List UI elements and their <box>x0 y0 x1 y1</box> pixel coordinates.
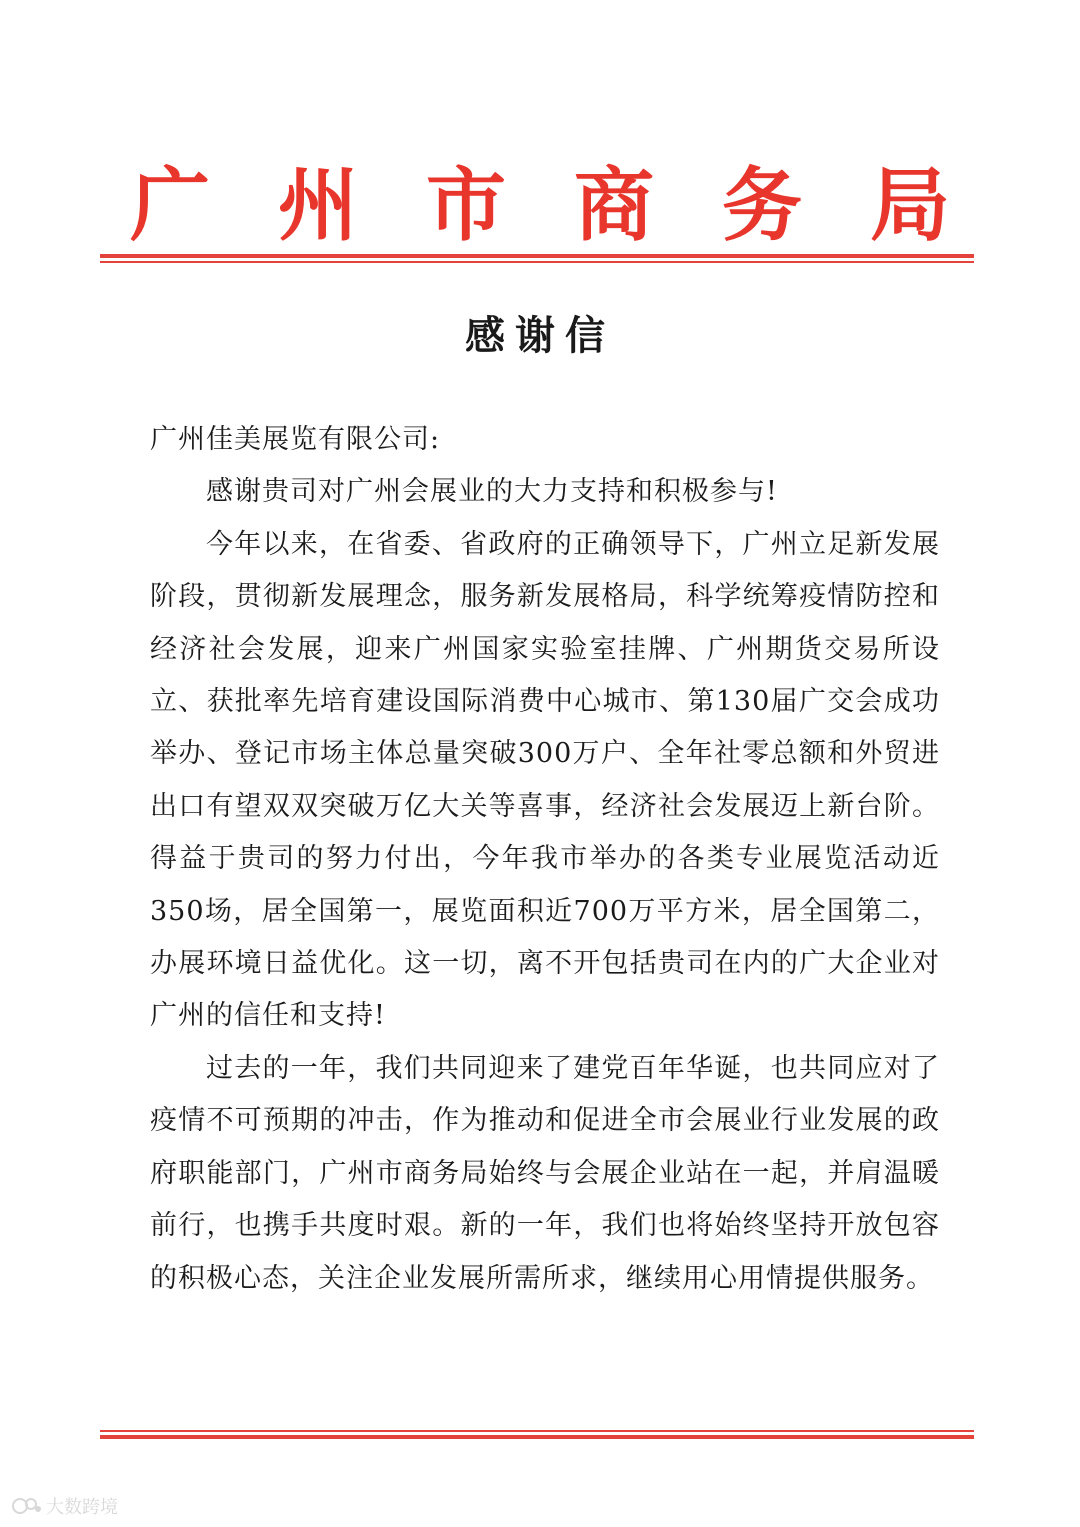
paragraph: 过去的一年，我们共同迎来了建党百年华诞，也共同应对了疫情不可预期的冲击，作为推动和促进全市会展业行业发展的政府职能部门，广州市商务局始终与会展企业站在一起，并肩温暖前行，也携手共度时艰。新的一年，我们也将始终坚持开放包容的积极心态，关注企业发展所需所求，继续用心用情提供服务。 <box>150 1052 940 1294</box>
letterhead-char: 市 <box>426 158 506 252</box>
paragraph: 今年以来，在省委、省政府的正确领导下，广州立足新发展阶段，贯彻新发展理念，服务新发展格局，科学统筹疫情防控和经济社会发展，迎来广州国家实验室挂牌、广州期货交易所设立、获批率先培育建设国际消费中心城市、第130届广交会成功举办、登记市场主体总量突破300万户、全年社零总额和外贸进出口有望双双突破万亿大关等喜事，经济社会发展迈上新台阶。得益于贵司的努力付出，今年我市举办的各类专业展览活动近350场，居全国第一，展览面积近700万平方米，居全国第二，办展环境日益优化。这一切，离不开包括贵司在内的广大企业对广州的信任和支持! <box>150 528 940 1032</box>
letterhead-char: 局 <box>870 158 950 252</box>
letterhead-divider <box>100 254 974 263</box>
letterhead-char: 务 <box>722 158 802 252</box>
letterhead <box>130 160 950 250</box>
letter-body <box>150 414 940 1305</box>
paragraph: 感谢贵司对广州会展业的大力支持和积极参与! <box>206 476 778 508</box>
salutation: 广州佳美展览有限公司: <box>150 424 441 455</box>
footer-divider <box>100 1430 974 1439</box>
watermark-text: 大数跨境 <box>46 1497 118 1518</box>
logo-icon <box>12 1496 42 1516</box>
letterhead-char: 广 <box>130 158 210 252</box>
document-title: 感谢信 <box>465 312 615 359</box>
letterhead-char: 商 <box>574 158 654 252</box>
watermark <box>12 1494 118 1518</box>
letterhead-char: 州 <box>278 158 358 252</box>
